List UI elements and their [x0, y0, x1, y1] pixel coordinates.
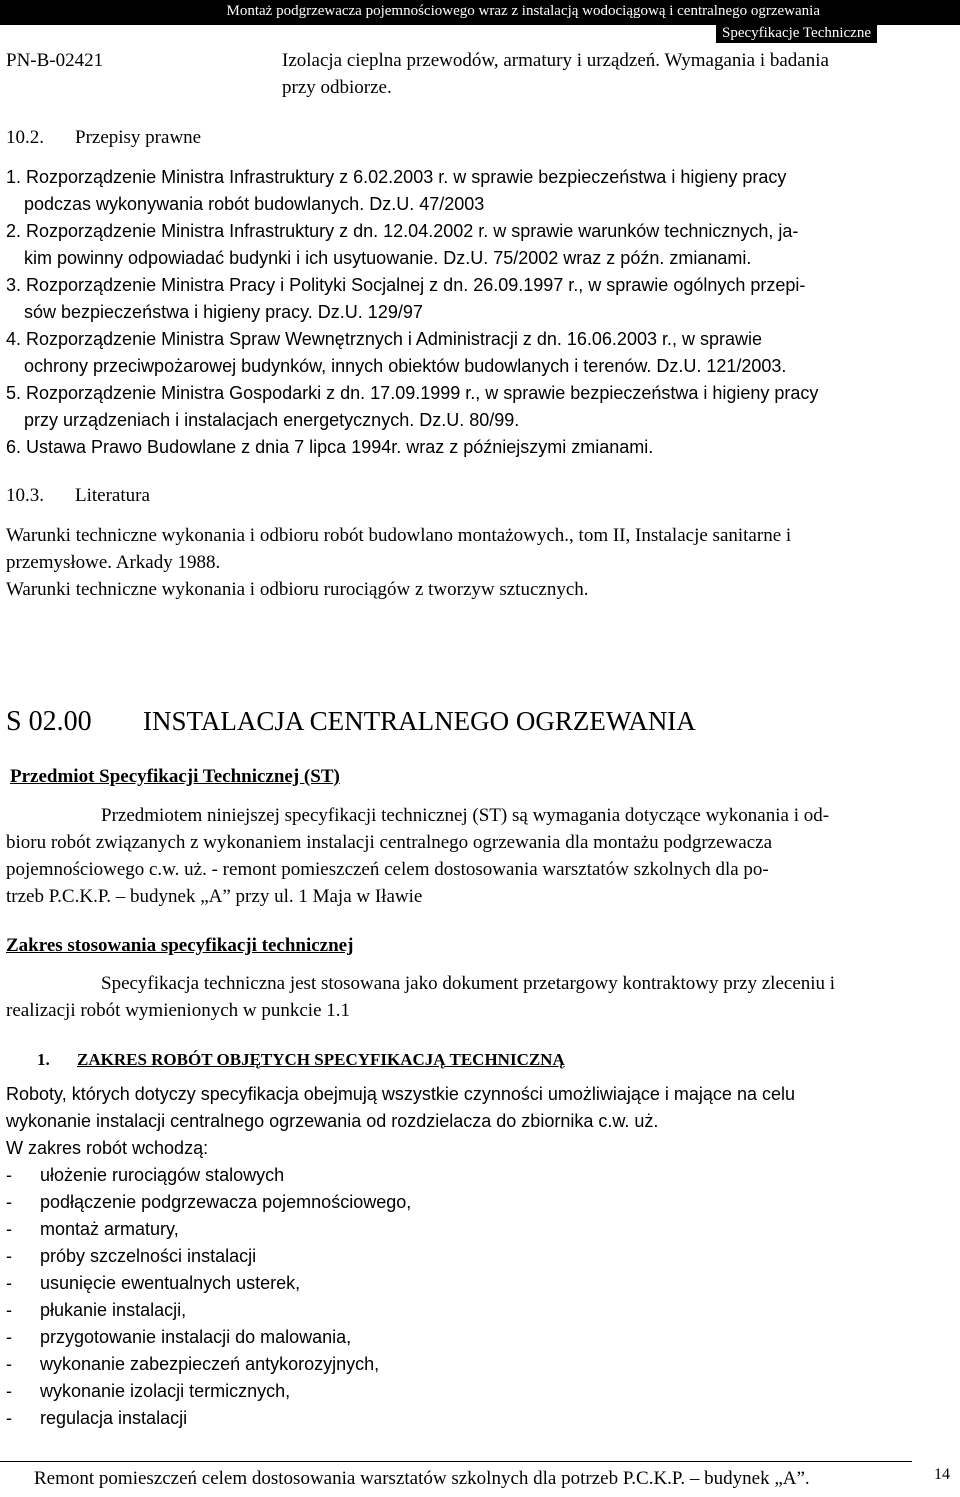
- footer-text: Remont pomieszczeń celem dostosowania warsztatów szkolnych dla potrzeb P.C.K.P. – budynek „A”.: [34, 1468, 810, 1489]
- subject-line: Przedmiotem niniejszej specyfikacji technicznej (ST) są wymagania dotyczące wykonania i od-: [101, 805, 830, 826]
- section-number: 10.2.: [6, 127, 44, 148]
- legal-line: ochrony przeciwpożarowej budynków, innych obiektów budowlanych i terenów. Dz.U. 121/2003.: [24, 356, 787, 376]
- scope-heading: Zakres stosowania specyfikacji technicznej: [6, 935, 354, 956]
- list-item: ułożenie rurociągów stalowych: [40, 1165, 285, 1185]
- list-item: montaż armatury,: [40, 1219, 179, 1239]
- scope-line: Specyfikacja techniczna jest stosowana jako dokument przetargowy kontraktowy przy zleceniu i: [101, 973, 836, 994]
- works-number: 1.: [37, 1050, 50, 1069]
- literature-line: Warunki techniczne wykonania i odbioru rurociągów z tworzyw sztucznych.: [6, 579, 589, 600]
- document-header-subtitle: Specyfikacje Techniczne: [716, 24, 877, 43]
- legal-line: 3. Rozporządzenie Ministra Pracy i Polityki Socjalnej z dn. 26.09.1997 r., w sprawie ogólnych przepi-: [6, 275, 806, 295]
- section-title: INSTALACJA CENTRALNEGO OGRZEWANIA: [143, 706, 696, 736]
- list-bullet: -: [6, 1192, 12, 1212]
- works-heading: ZAKRES ROBÓT OBJĘTYCH SPECYFIKACJĄ TECHNICZNĄ: [77, 1050, 565, 1069]
- legal-line: 1. Rozporządzenie Ministra Infrastruktury z 6.02.2003 r. w sprawie bezpieczeństwa i higieny pracy: [6, 167, 787, 187]
- scope-line: realizacji robót wymienionych w punkcie 1.1: [6, 1000, 351, 1021]
- norm-line: Izolacja cieplna przewodów, armatury i urządzeń. Wymagania i badania: [282, 50, 829, 71]
- list-bullet: -: [6, 1327, 12, 1347]
- list-bullet: -: [6, 1246, 12, 1266]
- legal-line: 2. Rozporządzenie Ministra Infrastruktury z dn. 12.04.2002 r. w sprawie warunków technicznych, ja-: [6, 221, 799, 241]
- norm-code: PN-B-02421: [6, 50, 104, 71]
- subject-line: pojemnościowego c.w. uż. - remont pomieszczeń celem dostosowania warsztatów szkolnych dla po-: [6, 859, 769, 880]
- list-item: usunięcie ewentualnych usterek,: [40, 1273, 301, 1293]
- subject-line: bioru robót związanych z wykonaniem instalacji centralnego ogrzewania dla montażu podgrzewacza: [6, 832, 773, 853]
- section-number: 10.3.: [6, 485, 44, 506]
- list-item: regulacja instalacji: [40, 1408, 188, 1428]
- works-intro-line: W zakres robót wchodzą:: [6, 1138, 209, 1158]
- subject-heading: Przedmiot Specyfikacji Technicznej (ST): [10, 766, 340, 787]
- list-item: wykonanie izolacji termicznych,: [40, 1381, 291, 1401]
- literature-line: przemysłowe. Arkady 1988.: [6, 552, 221, 573]
- works-intro-line: wykonanie instalacji centralnego ogrzewania od rozdzielacza do zbiornika c.w. uż.: [6, 1111, 659, 1131]
- list-bullet: -: [6, 1354, 12, 1374]
- legal-line: podczas wykonywania robót budowlanych. Dz.U. 47/2003: [24, 194, 485, 214]
- legal-line: 5. Rozporządzenie Ministra Gospodarki z dn. 17.09.1999 r., w sprawie bezpieczeństwa i higieny pracy: [6, 383, 819, 403]
- list-bullet: -: [6, 1381, 12, 1401]
- footer-rule: [0, 1461, 912, 1462]
- list-bullet: -: [6, 1219, 12, 1239]
- section-code: S 02.00: [6, 706, 92, 737]
- legal-line: 6. Ustawa Prawo Budowlane z dnia 7 lipca 1994r. wraz z późniejszymi zmianami.: [6, 437, 654, 457]
- literature-line: Warunki techniczne wykonania i odbioru robót budowlano montażowych., tom II, Instalacje sanitarne i: [6, 525, 792, 546]
- works-intro-line: Roboty, których dotyczy specyfikacja obejmują wszystkie czynności umożliwiające i mające na celu: [6, 1084, 795, 1104]
- legal-line: kim powinny odpowiadać budynki i ich usytuowanie. Dz.U. 75/2002 wraz z późn. zmianami.: [24, 248, 752, 268]
- section-heading: Literatura: [75, 485, 150, 506]
- legal-line: sów bezpieczeństwa i higieny pracy. Dz.U. 129/97: [24, 302, 423, 322]
- subject-line: trzeb P.C.K.P. – budynek „A” przy ul. 1 Maja w Iławie: [6, 886, 423, 907]
- list-bullet: -: [6, 1165, 12, 1185]
- list-item: wykonanie zabezpieczeń antykorozyjnych,: [40, 1354, 380, 1374]
- norm-line: przy odbiorze.: [282, 77, 392, 98]
- list-bullet: -: [6, 1408, 12, 1428]
- list-item: próby szczelności instalacji: [40, 1246, 257, 1266]
- page-number: 14: [934, 1466, 950, 1483]
- legal-line: przy urządzeniach i instalacjach energetycznych. Dz.U. 80/99.: [24, 410, 520, 430]
- list-item: podłączenie podgrzewacza pojemnościowego,: [40, 1192, 412, 1212]
- section-heading: Przepisy prawne: [75, 127, 202, 148]
- list-item: przygotowanie instalacji do malowania,: [40, 1327, 352, 1347]
- list-item: płukanie instalacji,: [40, 1300, 187, 1320]
- document-header-title: Montaż podgrzewacza pojemnościowego wraz z instalacją wodociągową i centralnego ogrzewania: [226, 3, 820, 19]
- list-bullet: -: [6, 1273, 12, 1293]
- list-bullet: -: [6, 1300, 12, 1320]
- legal-line: 4. Rozporządzenie Ministra Spraw Wewnętrznych i Administracji z dn. 16.06.2003 r., w sprawie: [6, 329, 763, 349]
